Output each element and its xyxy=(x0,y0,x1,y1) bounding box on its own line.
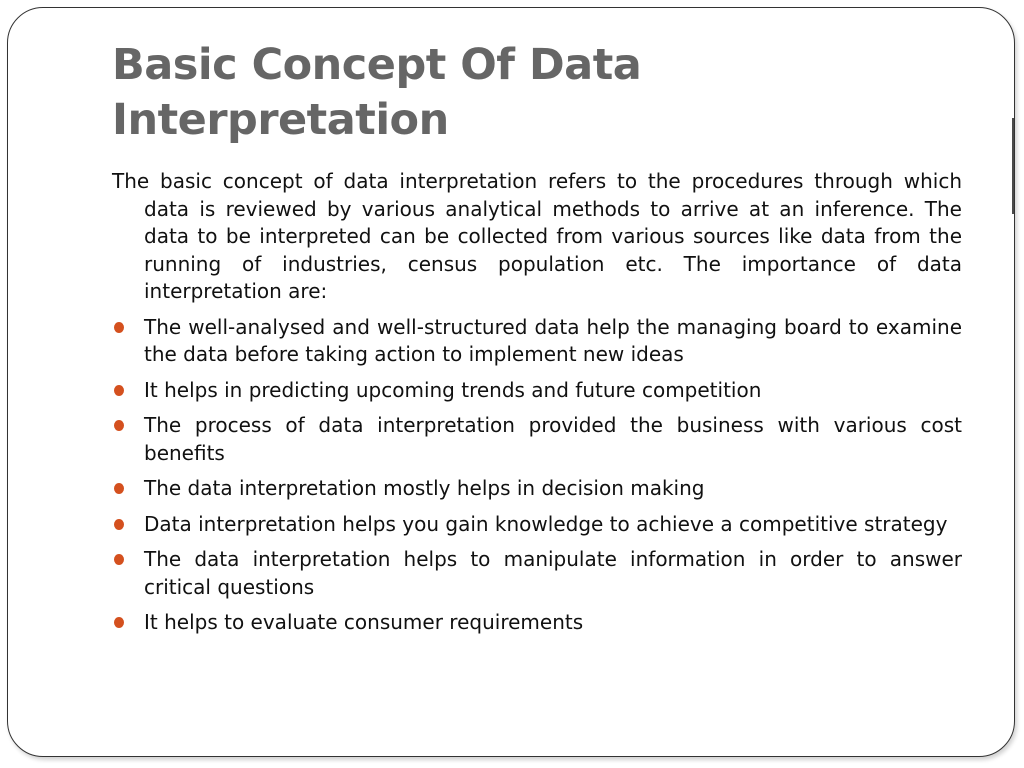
bullet-dot-icon xyxy=(114,519,124,530)
bullet-dot-icon xyxy=(114,483,124,494)
bullet-item xyxy=(112,609,962,637)
slide-body xyxy=(112,168,962,645)
bullet-item xyxy=(112,546,962,601)
intro-paragraph: The basic concept of data interpretation refers to the procedures through which data is reviewed by various analytical methods to arrive at an inference. The data to be interpreted can be collected from various sources like data from the running of industries, census population etc. The importance of data interpretation are: xyxy=(112,169,962,303)
frame-accent-line xyxy=(1012,118,1014,214)
bullet-item xyxy=(112,314,962,369)
bullet-text: The data interpretation helps to manipulate information in order to answer critical questions xyxy=(144,547,962,599)
bullet-list xyxy=(112,314,962,637)
bullet-text: Data interpretation helps you gain knowledge to achieve a competitive strategy xyxy=(144,511,948,536)
bullet-dot-icon xyxy=(114,420,124,431)
bullet-text: The data interpretation mostly helps in decision making xyxy=(144,476,705,500)
bullet-item xyxy=(112,511,962,539)
bullet-dot-icon xyxy=(114,385,124,396)
bullet-item xyxy=(112,377,962,405)
bullet-text: It helps to evaluate consumer requirements xyxy=(144,610,584,634)
bullet-text: The process of data interpretation provided the business with various cost benefits xyxy=(144,413,962,465)
slide-title: Basic Concept Of Data Interpretation xyxy=(112,40,642,145)
bullet-item xyxy=(112,412,962,467)
bullet-dot-icon xyxy=(114,554,124,565)
bullet-dot-icon xyxy=(114,322,124,333)
bullet-text: The well-analysed and well-structured data help the managing board to examine the data before taking action to implement new ideas xyxy=(144,314,962,366)
bullet-dot-icon xyxy=(114,617,124,628)
bullet-text: It helps in predicting upcoming trends and future competition xyxy=(144,377,762,402)
bullet-item xyxy=(112,475,962,503)
